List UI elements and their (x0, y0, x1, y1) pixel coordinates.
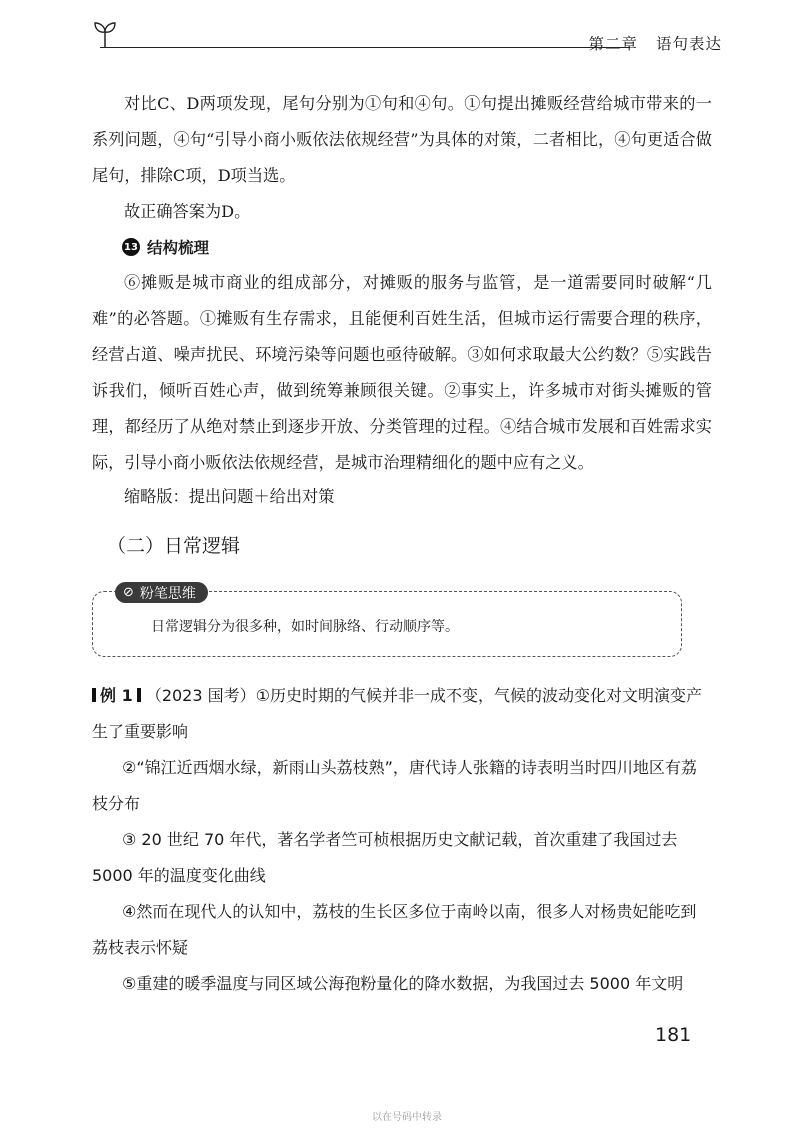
example-bar-left (92, 688, 96, 702)
analysis-paragraph: 对比C、D两项发现，尾句分别为①句和④句。①句提出摊贩经营给城市带来的一系列问题，④句“引导小商小贩依法依规经营”为具体的对策，二者相比，④句更适合做尾句，排除C项，D项当选。 (92, 94, 712, 185)
summary-line: 缩略版：提出问题＋给出对策 (124, 487, 335, 506)
watermark: 以在号码中转录 (372, 1112, 442, 1123)
tip-text: 日常逻辑分为很多种，如时间脉络、行动顺序等。 (151, 619, 459, 635)
example-label: 例 1 (100, 686, 133, 705)
example-intro-text: （2023 国考）①历史时期的气候并非一成不变，气候的波动变化对文明演变产生了重要影响 (92, 686, 702, 741)
example-item: ⑤重建的暖季温度与同区域公海孢粉量化的降水数据，为我国过去 5000 年文明 (122, 974, 684, 993)
tip-label (115, 582, 208, 603)
example-bar-right (137, 688, 141, 702)
chapter-heading (588, 32, 722, 54)
example-intro (92, 678, 707, 750)
sprout-icon (92, 14, 118, 50)
chapter-number: 第二章 (588, 35, 638, 53)
tip-box (92, 585, 682, 657)
answer-line: 故正确答案为D。 (124, 202, 251, 221)
structure-badge: 13 (122, 238, 140, 256)
chapter-section: 语句表达 (655, 35, 722, 53)
page-header (92, 14, 722, 53)
structure-heading (122, 236, 209, 258)
no-entry-icon: ⊘ (123, 585, 134, 600)
header-rule (100, 47, 630, 48)
section-title: （二）日常逻辑 (107, 535, 241, 557)
tip-label-text: 粉笔思维 (139, 585, 196, 602)
example-item: ④然而在现代人的认知中，荔枝的生长区多位于南岭以南，很多人对杨贵妃能吃到荔枝表示怀疑 (92, 902, 697, 957)
example-item: ②“锦江近西烟水绿，新雨山头荔枝熟”，唐代诗人张籍的诗表明当时四川地区有荔枝分布 (92, 758, 697, 813)
structure-title: 结构梳理 (147, 239, 210, 257)
structure-paragraph: ⑥摊贩是城市商业的组成部分，对摊贩的服务与监管，是一道需要同时破解“几难”的必答题。①摊贩有生存需求，且能便利百姓生活，但城市运行需要合理的秩序，经营占道、噪声扰民、环境污染等问题也亟待破解。③如何求取最大公约数？⑤实践告诉我们，倾听百姓心声，做到统筹兼顾很关键。②事实上，许多城市对街头摊贩的管理，都经历了从绝对禁止到逐步开放、分类管理的过程。④结合城市发展和百姓需求实际，引导小商小贩依法依规经营，是城市治理精细化的题中应有之义。 (92, 273, 712, 472)
page-number: 181 (655, 1024, 692, 1046)
example-item: ③ 20 世纪 70 年代，著名学者竺可桢根据历史文献记载，首次重建了我国过去 5000 年的温度变化曲线 (92, 830, 678, 885)
